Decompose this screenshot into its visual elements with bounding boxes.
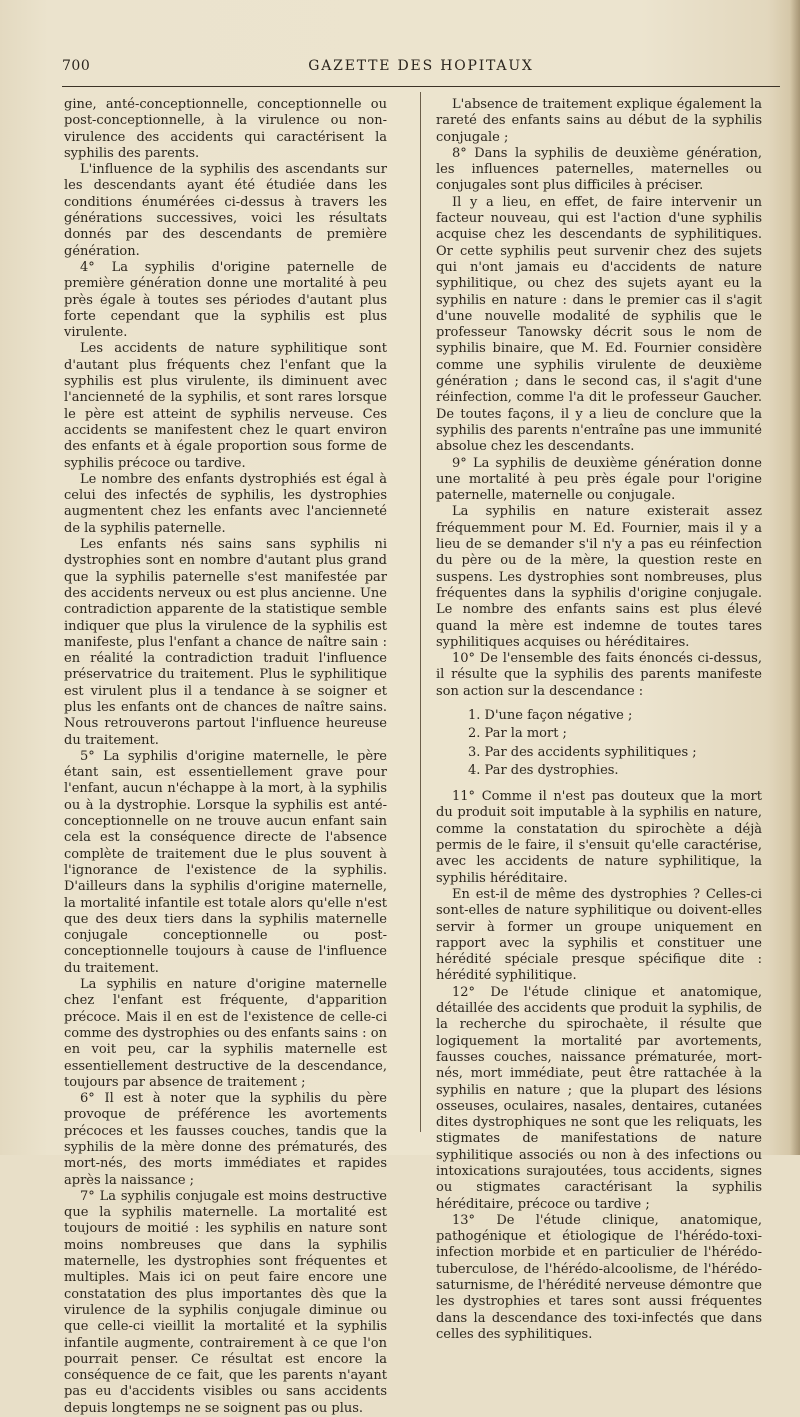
paragraph: 6° Il est à noter que la syphilis du père provoque de préférence les avortements précoces et les fausses couches, tandis que la syphilis de la mère donne des prématurés, des mort-nés, des morts immédiates et rapides après la naissance ; <box>64 1091 387 1188</box>
paragraph: 12° De l'étude clinique et anatomique, détaillée des accidents que produit la syphilis, de la recherche du spirochaète, il résulte que logiquement la mortalité par avortements, fausses couches, naissance prématurée, mort-nés, mort immédiate, peut être rattachée à la syphilis en nature ; que la plupart des lésions osseuses, oculaires, nasales, dentaires, cutanées dites dystrophiques ne sont que les reliquats, les stigmates de manifestations de nature syphilitique associés ou non à des infections ou intoxications surajoutées, tous accidents, signes ou stigmates caractérisant la syphilis héréditaire, précoce ou tardive ; <box>436 984 762 1212</box>
paragraph: 7° La syphilis conjugale est moins destructive que la syphilis maternelle. La mortalité est toujours de moitié : les syphilis en nature sont moins nombreuses que dans la syphilis maternelle, les dystrophies sont fréquentes et multiples. Mais ici on peut faire encore une constatation des plus importantes dès que la virulence de la syphilis conjugale diminue ou que celle-ci vieillit la mortalité et la syphilis infantile augmente, contrairement à ce que l'on pourrait penser. Ce résultat est encore la conséquence de ce fait, que les parents n'ayant pas eu d'accidents visibles ou sans accidents depuis longtemps ne se soignent pas ou plus. <box>64 1188 387 1416</box>
paragraph: 9° La syphilis de deuxième génération donne une mortalité à peu près égale pour l'origine paternelle, maternelle ou conjugale. <box>436 455 762 504</box>
page-edge-shadow <box>790 0 800 1155</box>
paragraph: Les accidents de nature syphilitique sont d'autant plus fréquents chez l'enfant que la syphilis est plus virulente, ils diminuent avec l'ancienneté de la syphilis, et sont rares lorsque le père est atteint de syphilis nerveuse. Ces accidents se manifestent chez le quart environ des enfants et à égale proportion sous forme de syphilis précoce ou tardive. <box>64 341 387 471</box>
paragraph: 11° Comme il n'est pas douteux que la mort du produit soit imputable à la syphilis en nature, comme la constatation du spirochète a déjà permis de le faire, il s'ensuit qu'elle caractérise, avec les accidents de nature syphilitique, la syphilis héréditaire. <box>436 789 762 886</box>
paragraph: 10° De l'ensemble des faits énoncés ci-dessus, il résulte que la syphilis des parents manifeste son action sur la descendance : <box>436 651 762 699</box>
running-title: GAZETTE DES HOPITAUX <box>308 58 534 74</box>
column-divider <box>420 92 421 1132</box>
paragraph: La syphilis en nature existerait assez fréquemment pour M. Ed. Fournier, mais il y a lieu de se demander s'il n'y a pas eu réinfection du père ou de la mère, la question reste en suspens. Les dystrophies sont nombreuses, plus fréquentes dans la syphilis d'origine conjugale. Le nombre des enfants sains est plus élevé quand la mère est indemne de toutes tares syphilitiques acquises ou héréditaires. <box>436 504 762 650</box>
list-item: 3. Par des accidents syphilitiques ; <box>468 744 697 760</box>
paragraph: Il y a lieu, en effet, de faire intervenir un facteur nouveau, qui est l'action d'une syphilis acquise chez les descendants de syphilitiques. Or cette syphilis peut survenir chez des sujets qui n'ont jamais eu d'accidents de nature syphilitique, ou chez des sujets ayant eu la syphilis en nature : dans le premier cas il s'agit d'une nouvelle modalité de syphilis que le professeur Tanowsky décrit sous le nom de syphilis binaire, que M. Ed. Fournier considère comme une syphilis virulente de deuxième génération ; dans le second cas, il s'agit d'une réinfection, comme l'a dit le professeur Gaucher. De toutes façons, il y a lieu de conclure que la syphilis des parents n'entraîne pas une immunité absolue chez les descendants. <box>436 194 762 455</box>
paragraph: Les enfants nés sains sans syphilis ni dystrophies sont en nombre d'autant plus grand que la syphilis paternelle s'est manifestée par des accidents nerveux ou est plus ancienne. Une contradiction apparente de la statistique semble indiquer que plus la virulence de la syphilis est manifeste, plus l'enfant a chance de naître sain : en réalité la contradiction traduit l'influence préservatrice du traitement. Plus le syphilitique est virulent plus il a tendance à se soigner et plus les enfants ont de chances de naître sains. Nous retrouverons partout l'influence heureuse du traitement. <box>64 537 387 748</box>
paragraph: L'absence de traitement explique également la rareté des enfants sains au début de la syphilis conjugale ; <box>436 97 762 145</box>
paragraph: Le nombre des enfants dystrophiés est égal à celui des infectés de syphilis, les dystrophies augmentent chez les enfants avec l'ancienneté de la syphilis paternelle. <box>64 471 387 536</box>
list-item: 4. Par des dystrophies. <box>468 762 619 778</box>
right-column <box>436 97 762 1343</box>
left-column <box>64 97 387 1417</box>
header-rule <box>62 86 780 87</box>
paragraph: gine, anté-conceptionnelle, conceptionnelle ou post-conceptionnelle, à la virulence ou non-virulence des accidents qui caractérisent la syphilis des parents. <box>64 97 387 161</box>
paragraph: 8° Dans la syphilis de deuxième génération, les influences paternelles, maternelles ou conjugales sont plus difficiles à préciser. <box>436 145 762 194</box>
page-number: 700 <box>62 58 91 74</box>
paragraph: 4° La syphilis d'origine paternelle de première génération donne une mortalité à peu près égale à toutes ses périodes d'autant plus forte cependant que la syphilis est plus virulente. <box>64 259 387 341</box>
list-item: 2. Par la mort ; <box>468 726 567 742</box>
paragraph: 13° De l'étude clinique, anatomique, pathogénique et étiologique de l'hérédo-toxi-infection morbide et en particulier de l'hérédo-tuberculose, de l'hérédo-alcoolisme, de l'hérédo-saturnisme, de l'hérédité nerveuse démontre que les dystrophies et tares sont aussi fréquentes dans la descendance des toxi-infectés que dans celles des syphilitiques. <box>436 1212 762 1342</box>
page-header <box>62 58 780 82</box>
paragraph: 5° La syphilis d'origine maternelle, le père étant sain, est essentiellement grave pour l'enfant, aucun n'échappe à la mort, à la syphilis ou à la dystrophie. Lorsque la syphilis est anté-conceptionnelle on ne trouve aucun enfant sain cela est la conséquence directe de l'absence complète de traitement due le plus souvent à l'ignorance de l'existence de la syphilis. D'ailleurs dans la syphilis d'origine maternelle, la mortalité infantile est totale alors qu'elle n'est que des deux tiers dans la syphilis maternelle conjugale conceptionnelle ou post-conceptionnelle toujours à cause de l'influence du traitement. <box>64 748 387 976</box>
enumerated-list <box>436 708 762 779</box>
paragraph: La syphilis en nature d'origine maternelle chez l'enfant est fréquente, d'apparition précoce. Mais il en est de l'existence de celle-ci comme des dystrophies ou des enfants sains : on en voit peu, car la syphilis maternelle est essentiellement destructive de la descendance, toujours par absence de traitement ; <box>64 977 387 1090</box>
paragraph: L'influence de la syphilis des ascendants sur les descendants ayant été étudiée dans les conditions énumérées ci-dessus à travers les générations successives, voici les résultats donnés par des descendants de première génération. <box>64 162 387 259</box>
list-item: 1. D'une façon négative ; <box>468 707 633 723</box>
paragraph: En est-il de même des dystrophies ? Celles-ci sont-elles de nature syphilitique ou doivent-elles servir à former un groupe uniquement en rapport avec la syphilis et constituer une hérédité spéciale presque spécifique dite : hérédité syphilitique. <box>436 886 762 984</box>
